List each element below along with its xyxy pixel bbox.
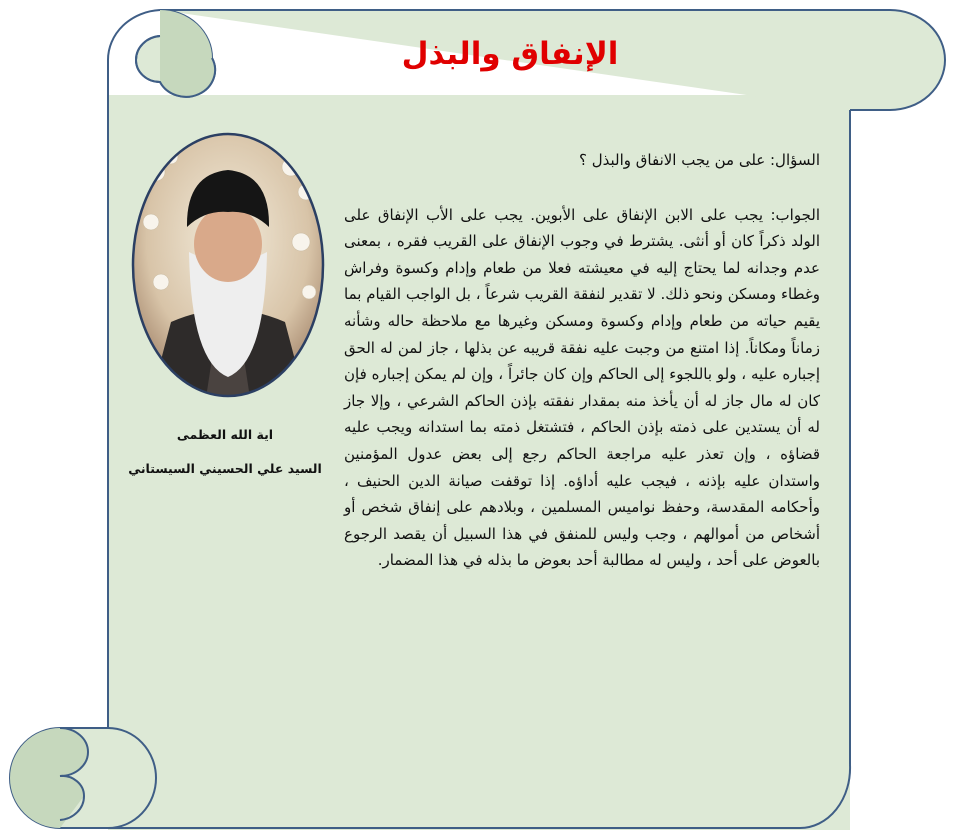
caption-name: السيد علي الحسيني السيستاني <box>128 461 322 476</box>
portrait <box>131 132 325 398</box>
question-text: السؤال: على من يجب الانفاق والبذل ؟ <box>579 151 820 169</box>
answer-text: الجواب: يجب على الابن الإنفاق على الأبوين. يجب على الأب الإنفاق على الولد ذكراً كان أو أنثى. يشترط في وجوب الإنفاق على القريب فقره ، بمعنى عدم وجدانه لما يحتاج إليه في معيشته فعلا من طعام وإدام وكسوة وفراش وغطاء ومسكن ونحو ذلك. لا تقدير لنفقة القريب شرعاً ، بل الواجب القيام بما يقيم حياته من طعام وإدام وكسوة ومسكن وغيرها مع ملاحظة حاله وشأنه زماناً ومكاناً. إذا امتنع من وجبت عليه نفقة قريبه عن بذلها ، جاز لمن له الحق إجباره عليه ، ولو باللجوء إلى الحاكم وإن كان جائراً ، وإن لم يمكن إجباره فإن كان له مال جاز له أن يأخذ منه بمقدار نفقته بإذن الحاكم الشرعي ، وإلا جاز له أن يستدين على ذمته بإذن الحاكم ، فتشتغل ذمته بما استدانه ويجب عليه قضاؤه ، وإن تعذر عليه مراجعة الحاكم رجع إلى بعض عدول المؤمنين واستدان عليه بإذنه ، فيجب عليه أداؤه. إذا توقفت صيانة الدين الحنيف ، وأحكامه المقدسة، وحفظ نواميس المسلمين ، وبلادهم على إنفاق شخص أو أشخاص من أموالهم ، وجب وليس للمنفق في هذا السبيل أن يقصد الرجوع بالعوض على أحد ، وليس له مطالبة أحد بعوض ما بذله في هذا المضمار. <box>344 205 820 570</box>
page-title: الإنفاق والبذل <box>401 36 619 72</box>
caption-title: اية الله العظمى <box>176 427 274 442</box>
qa-text <box>344 147 820 574</box>
